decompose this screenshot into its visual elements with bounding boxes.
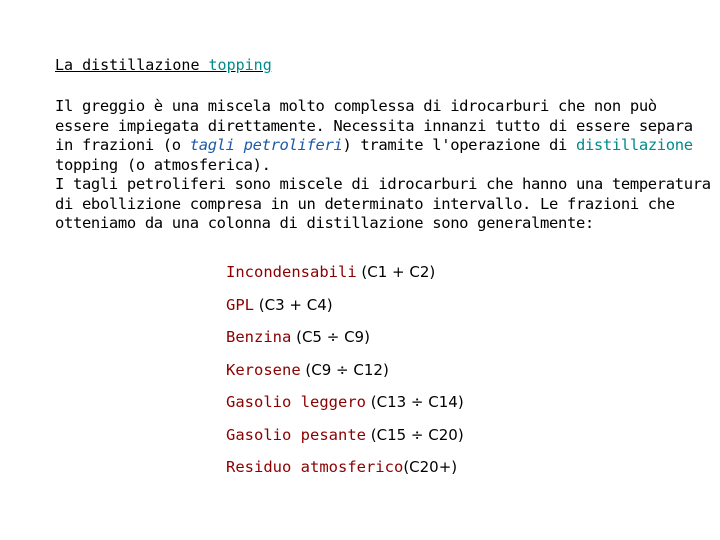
fraction-range: (C3 + C4) — [254, 295, 333, 314]
body-line: essere impiegata direttamente. Necessita innanzi tutto di essere separa — [55, 116, 693, 135]
term-distillazione: distillazione — [575, 136, 693, 154]
fraction-name: Gasolio pesante — [226, 425, 366, 444]
fraction-name: Gasolio leggero — [226, 393, 366, 411]
fraction-name: Kerosene — [226, 360, 301, 379]
fraction-name: Benzina — [226, 328, 292, 346]
title-topping: topping — [208, 56, 272, 74]
fraction-item — [226, 392, 464, 425]
title-main: La distillazione — [55, 56, 209, 74]
body-line — [55, 136, 695, 156]
fraction-range: (C20+) — [403, 458, 458, 476]
body-line: topping (o atmosferica). — [55, 155, 271, 174]
fraction-item — [226, 360, 464, 393]
body-line: I tagli petroliferi sono miscele di idrocarburi che hanno una temperatura — [55, 175, 711, 193]
fraction-range: (C15 ÷ C20) — [365, 425, 464, 444]
fraction-range: (C9 ÷ C12) — [300, 360, 389, 379]
fractions-list — [226, 262, 464, 490]
fraction-item — [226, 262, 464, 295]
fraction-name: Incondensabili — [226, 263, 357, 281]
body-text: ) tramite l'operazione di — [342, 136, 576, 154]
body-line: Il greggio è una miscela molto complessa di idrocarburi che non può — [55, 97, 657, 115]
fraction-name: Residuo atmosferico — [226, 458, 404, 476]
fraction-name: GPL — [226, 295, 254, 314]
body-line: di ebollizione compresa in un determinato intervallo. Le frazioni che — [55, 194, 675, 213]
fraction-item — [226, 327, 464, 360]
fraction-range: (C5 ÷ C9) — [291, 328, 370, 346]
fraction-range: (C1 + C2) — [356, 263, 436, 281]
fraction-item — [226, 425, 464, 458]
intro-paragraph — [55, 97, 711, 234]
term-tagli-petroliferi: tagli petroliferi — [189, 136, 343, 154]
fraction-item — [226, 457, 464, 490]
fraction-item — [226, 295, 464, 328]
body-text: in frazioni (o — [55, 136, 190, 154]
body-line: otteniamo da una colonna di distillazione sono generalmente: — [55, 214, 594, 232]
slide-title — [55, 55, 272, 75]
fraction-range: (C13 ÷ C14) — [365, 393, 464, 411]
